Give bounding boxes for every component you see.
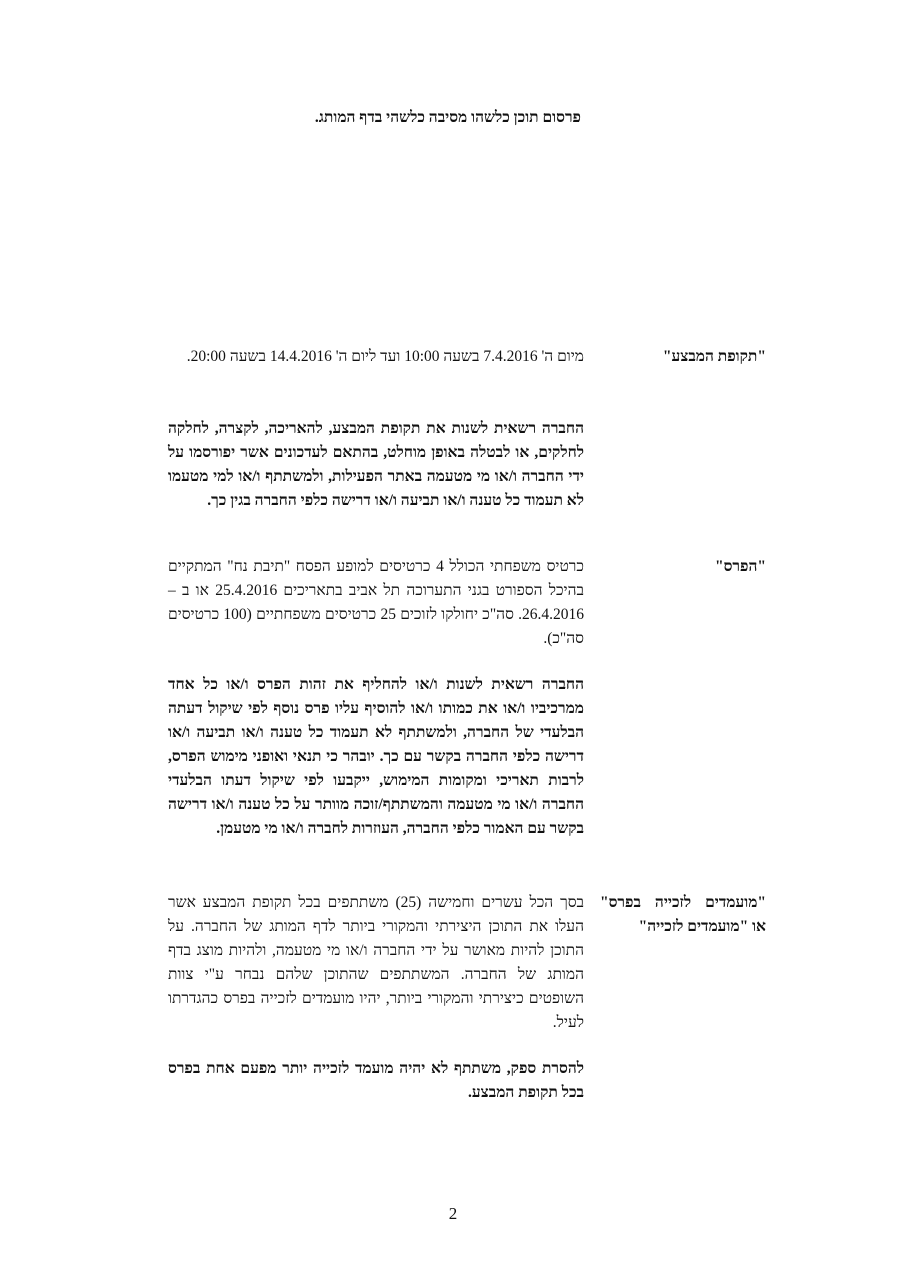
term-candidates-line1: "מועמדים לזכייה בפרס" (600, 894, 766, 911)
paragraph-prize-description: כרטיס משפחתי הכולל 4 כרטיסים למופע הפסח "תיבת נח" המתקיים בהיכל הספורט בגני התערוכה תל אביב בתאריכים 25.4.2016 או ב – 26.4.2016. סה"כ יחולקו לזוכים 25 כרטיסים משפחתיים (100 כרטיסים סה"כ). (168, 558, 585, 647)
definition-prize (168, 555, 584, 841)
paragraph-prize-rights: החברה רשאית לשנות ו/או להחליף את זהות הפרס ו/או כל אחד ממרכיביו ו/או את כמותו ו/או להוסיף עליו פרס נוסף לפי שיקול דעתה הבלעדי של החברה, ולמשתתף לא תעמוד כל טענה ו/או תביעה ו/או דרישה כלפי החברה בקשר עם כך. יובהר כי תנאי ואופני מימוש הפרס, לרבות תאריכי ומקומות המימוש, ייקבעו לפי שיקול דעתו הבלעדי החברה ו/או מי מטעמה והמשתתף/זוכה מוותר על כל טענה ו/או דרישה בקשר עם האמור כלפי החברה, העוזרות לחברה ו/או מי מטעמן. (168, 676, 584, 837)
term-promotion-period: "תקופת המבצע" (662, 348, 766, 365)
paragraph-period-dates: מיום ה' 7.4.2016 בשעה 10:00 ועד ליום ה' 14.4.2016 בשעה 20:00. (186, 348, 584, 365)
definition-candidates (168, 891, 584, 1105)
page-number: 2 (448, 1204, 458, 1223)
paragraph-period-rights: החברה רשאית לשנות את תקופת המבצע, להאריכה, לקצרה, לחלקה לחלקים, או לבטלה באופן מוחלט, בהתאם לעדכונים אשר יפורסמו על ידי החברה ו/או מי מטעמה באתר הפעילות, ולמשתתף ו/או למי מטעמו לא תעמוד כל טענה ו/או תביעה ו/או דרישה כלפי החברה בגין כך. (168, 420, 584, 509)
definition-promotion-period (168, 345, 584, 513)
paragraph-candidates-description: בסך הכל עשרים וחמישה (25) משתתפים בכל תקופת המבצע אשר העלו את התוכן היצירתי והמקורי ביותר לדף המותג של החברה. על התוכן להיות מאושר על ידי החברה ו/או מי מטעמה, ולהיות מוצג בדף המותג של החברה. המשתתפים שהתוכן שלהם נבחר ע"י צוות השופטים כיצירתי והמקורי ביותר, יהיו מועמדים לזכייה בפרס כהגדרתו לעיל. (168, 894, 585, 1031)
term-candidates (600, 891, 766, 939)
term-prize: "הפרס" (715, 558, 766, 575)
term-candidates-line2: או "מועמדים לזכייה" (638, 918, 766, 935)
continued-text-line: פרסום תוכן כלשהו מסיבה כלשהי בדף המותג. (314, 109, 581, 126)
paragraph-candidates-clarification: להסרת ספק, משתתף לא יהיה מועמד לזכייה יותר מפעם אחת בפרס בכל תקופת המבצע. (168, 1060, 584, 1101)
